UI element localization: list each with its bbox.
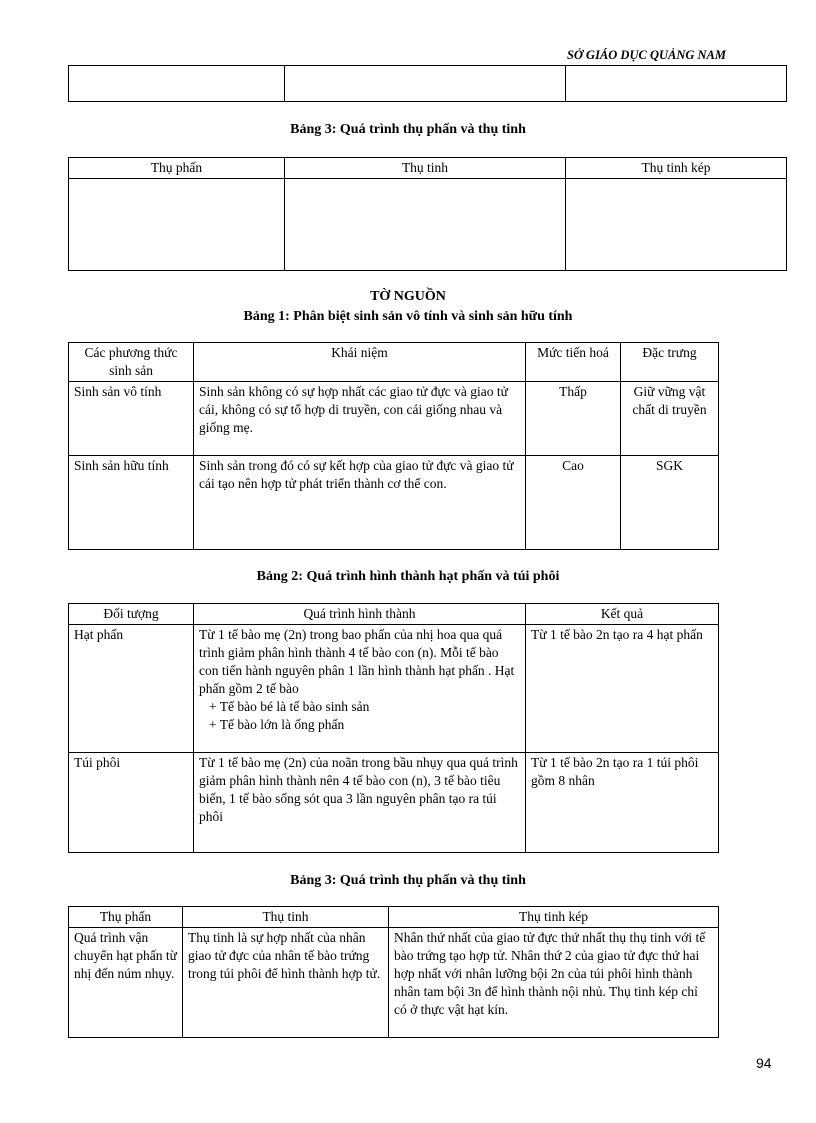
empty-cell xyxy=(566,179,787,271)
col-header: Mức tiến hoá xyxy=(526,343,621,382)
table3-title: Bảng 3: Quá trình thụ phấn và thụ tinh xyxy=(290,873,526,888)
process-text: Từ 1 tế bào mẹ (2n) trong bao phấn của nhị hoa qua quá trình giảm phân hình thành 4 tế bào con (n). Mỗi tế bào con tiến hành nguyên phân 1 lần hình thành hạt phấn . Hạt phấn gồm 2 tế bào xyxy=(199,627,515,696)
empty-top-table xyxy=(68,65,787,102)
table3 xyxy=(68,906,719,1038)
col-header: Các phương thức sinh sản xyxy=(69,343,194,382)
cell: Thụ tinh là sự hợp nhất của nhân giao tử đực của nhân tế bào trứng trong túi phôi để hình thành hợp tử. xyxy=(183,928,389,1038)
col-header: Thụ phấn xyxy=(69,907,183,928)
process-sub-item: + Tế bào bé là tế bào sinh sản xyxy=(209,699,370,714)
table1 xyxy=(68,342,719,550)
cell: Sinh sản không có sự hợp nhất các giao tử đực và giao tử cái, không có sự tổ hợp di truyền, con cái giống nhau và giống mẹ. xyxy=(194,382,526,456)
col-header: Thụ tinh kép xyxy=(566,158,787,179)
col-header: Thụ phấn xyxy=(69,158,285,179)
col-header: Thụ tinh xyxy=(183,907,389,928)
empty-cell xyxy=(285,66,566,102)
cell: Sinh sản vô tính xyxy=(69,382,194,456)
empty-cell xyxy=(285,179,566,271)
page-number: 94 xyxy=(756,1055,772,1071)
table-row xyxy=(69,753,719,853)
col-header: Khái niệm xyxy=(194,343,526,382)
cell: Từ 1 tế bào 2n tạo ra 4 hạt phấn xyxy=(526,625,719,753)
col-header: Quá trình hình thành xyxy=(194,604,526,625)
top-table3 xyxy=(68,157,787,271)
cell: Hạt phấn xyxy=(69,625,194,753)
cell: Từ 1 tế bào mẹ (2n) của noãn trong bầu nhụy qua quá trình giảm phân hình thành nên 4 tế bào con (n), 3 tế bào tiêu biến, 1 tế bào sống sót qua 3 lần nguyên phân tạo ra túi phôi xyxy=(194,753,526,853)
col-header: Đặc trưng xyxy=(621,343,719,382)
cell: Cao xyxy=(526,456,621,550)
col-header: Thụ tinh xyxy=(285,158,566,179)
cell: Túi phôi xyxy=(69,753,194,853)
table1-title: Bảng 1: Phân biệt sinh sản vô tính và sinh sản hữu tính xyxy=(243,309,573,324)
table-row xyxy=(69,382,719,456)
empty-cell xyxy=(69,66,285,102)
table-row xyxy=(69,625,719,753)
col-header: Kết quả xyxy=(526,604,719,625)
col-header: Đối tượng xyxy=(69,604,194,625)
cell: SGK xyxy=(621,456,719,550)
header-org: SỞ GIÁO DỤC QUẢNG NAM xyxy=(566,48,726,62)
cell: Quá trình vận chuyển hạt phấn từ nhị đến núm nhụy. xyxy=(69,928,183,1038)
cell: Thấp xyxy=(526,382,621,456)
col-header: Thụ tinh kép xyxy=(389,907,719,928)
table-row xyxy=(69,456,719,550)
cell: Từ 1 tế bào 2n tạo ra 1 túi phôi gồm 8 nhân xyxy=(526,753,719,853)
cell xyxy=(194,625,526,753)
cell: Nhân thứ nhất của giao tử đực thứ nhất thụ thụ tinh với tế bào trứng tạo hợp tử. Nhân thứ 2 của giao tử đực thứ hai hợp nhất với nhân lưỡng bội 2n của túi phôi hình thành nhân tam bội 3n để hình thành nội nhủ. Thụ tinh kép chỉ có ở thực vật hạt kín. xyxy=(389,928,719,1038)
empty-cell xyxy=(69,179,285,271)
cell: Giữ vững vật chất di truyền xyxy=(621,382,719,456)
table2-title: Bảng 2: Quá trình hình thành hạt phấn và túi phôi xyxy=(256,569,560,584)
process-sub-item: + Tế bào lớn là ống phấn xyxy=(209,717,345,732)
source-heading: TỜ NGUỒN xyxy=(370,289,446,304)
table2 xyxy=(68,603,719,853)
empty-cell xyxy=(566,66,787,102)
cell: Sinh sản hữu tính xyxy=(69,456,194,550)
cell: Sinh sản trong đó có sự kết hợp của giao tử đực và giao tử cái tạo nên hợp tử phát triển thành cơ thể con. xyxy=(194,456,526,550)
table-row xyxy=(69,928,719,1038)
top-table3-title: Bảng 3: Quá trình thụ phấn và thụ tinh xyxy=(290,122,526,137)
